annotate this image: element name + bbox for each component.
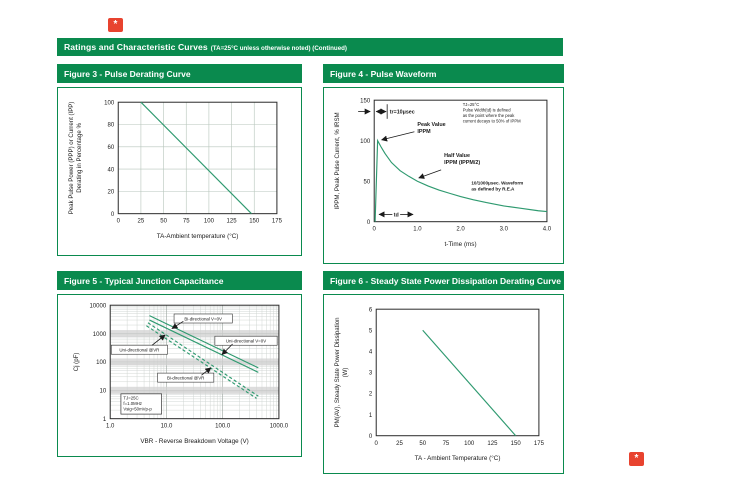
figure-6-panel [323,294,564,474]
svg-text:Peak Pulse Power (PPP) or Curr: Peak Pulse Power (PPP) or Current (IPP) [68,101,76,215]
svg-text:0: 0 [372,226,376,233]
svg-text:Derating in Percentage %: Derating in Percentage % [76,123,84,193]
svg-text:TA - Ambient Temperature (°C): TA - Ambient Temperature (°C) [414,454,501,462]
svg-text:Bi-directional @VR: Bi-directional @VR [167,375,205,381]
svg-text:60: 60 [107,145,115,152]
svg-text:0: 0 [374,440,378,447]
svg-text:Peak Value: Peak Value [417,122,446,129]
svg-text:IPPM: IPPM [417,129,431,136]
svg-text:100: 100 [203,218,214,225]
svg-text:0: 0 [110,211,115,218]
svg-text:125: 125 [487,440,498,447]
svg-text:Half Value: Half Value [444,152,471,159]
svg-text:0: 0 [366,219,371,226]
figure-4-panel [323,87,564,264]
svg-text:3.0: 3.0 [499,226,508,233]
svg-text:Uni-directional V=0V: Uni-directional V=0V [225,338,267,344]
svg-text:2: 2 [368,391,373,398]
svg-text:25: 25 [137,218,145,225]
svg-text:TJ=25°C: TJ=25°C [462,101,480,107]
svg-text:TJ=25C: TJ=25C [123,395,139,401]
figure-5-panel [57,294,302,457]
svg-text:1: 1 [102,416,107,423]
svg-text:25: 25 [396,440,403,447]
svg-text:5: 5 [368,328,373,335]
svg-text:Bi-directional V=0V: Bi-directional V=0V [184,316,222,322]
svg-text:20: 20 [107,189,115,196]
figure-6-title: Figure 6 - Steady State Power Dissipation Derating Curve [323,271,564,290]
svg-text:current decays to 50% of IPPM: current decays to 50% of IPPM [462,118,521,124]
svg-text:3: 3 [368,370,373,377]
svg-text:Cj (pF): Cj (pF) [73,352,81,372]
svg-text:0: 0 [368,433,373,440]
section-title: Ratings and Characteristic Curves [64,42,208,52]
svg-text:TA-Ambient temperature (°C): TA-Ambient temperature (°C) [156,232,239,240]
svg-text:50: 50 [160,218,167,225]
svg-text:100: 100 [360,138,371,145]
svg-text:1.0: 1.0 [106,423,115,430]
svg-text:175: 175 [533,440,544,447]
svg-text:150: 150 [360,98,371,105]
svg-text:4: 4 [368,349,373,356]
section-subtitle: (TA=25°C unless otherwise noted) (Continued) [210,44,347,52]
svg-text:td: td [393,212,399,219]
svg-text:IPPM (IPPM/2): IPPM (IPPM/2) [444,159,481,166]
figure-5-title: Figure 5 - Typical Junction Capacitance [57,271,302,290]
svg-text:2.0: 2.0 [456,226,465,233]
figure-6-plot [324,295,563,473]
figure-4-title: Figure 4 - Pulse Waveform [323,64,564,83]
svg-text:IPPM, Peak Pulse Current, % IR: IPPM, Peak Pulse Current, % IRSM [334,112,342,210]
svg-text:40: 40 [107,167,115,174]
svg-text:f=1.0MHz: f=1.0MHz [123,401,142,407]
svg-text:125: 125 [226,218,237,225]
figure-3-title: Figure 3 - Pulse Derating Curve [57,64,302,83]
svg-text:as the point where the peak: as the point where the peak [462,113,515,119]
svg-text:100: 100 [104,100,115,107]
svg-text:Uni-directional @VR: Uni-directional @VR [119,347,160,353]
svg-text:Pulse Width(td) is defined: Pulse Width(td) is defined [462,107,511,113]
svg-text:10.0: 10.0 [160,423,173,430]
svg-text:1: 1 [368,412,373,419]
svg-text:VBR - Reverse Breakdown Voltag: VBR - Reverse Breakdown Voltage (V) [140,437,249,445]
figure-5-plot [58,295,301,456]
svg-text:100: 100 [96,360,107,367]
svg-text:10/1000μsec. Waveform: 10/1000μsec. Waveform [471,180,524,186]
svg-text:50: 50 [419,440,427,447]
svg-text:1.0: 1.0 [413,226,422,233]
figure-3-plot [58,88,301,255]
svg-text:0: 0 [116,218,120,225]
svg-text:t-Time (ms): t-Time (ms) [444,240,477,248]
svg-text:PM(AV), Steady State Power Dis: PM(AV), Steady State Power Dissipation [334,317,342,428]
figure-4-plot [324,88,563,263]
section-header [57,38,563,56]
red-broken-image-icon: * [629,452,644,466]
svg-text:75: 75 [182,218,190,225]
svg-text:Vsig=50mVp-p: Vsig=50mVp-p [123,406,152,412]
svg-text:(W): (W) [342,367,350,378]
svg-text:10000: 10000 [89,303,107,310]
svg-text:1000.0: 1000.0 [269,423,289,430]
svg-text:tr=10μsec: tr=10μsec [389,109,415,116]
svg-text:10: 10 [99,388,107,395]
svg-text:100.0: 100.0 [215,423,231,430]
svg-text:as defined by R.E.A: as defined by R.E.A [471,186,515,192]
svg-text:75: 75 [442,440,450,447]
svg-text:1000: 1000 [92,331,107,338]
red-broken-image-icon: * [108,18,123,32]
svg-text:150: 150 [249,218,260,225]
svg-text:4.0: 4.0 [542,226,552,233]
svg-text:175: 175 [271,218,282,225]
svg-text:100: 100 [464,440,475,447]
svg-text:80: 80 [107,122,115,129]
svg-text:150: 150 [510,440,521,447]
svg-text:50: 50 [363,179,371,186]
figure-3-panel [57,87,302,256]
svg-text:6: 6 [368,307,373,314]
